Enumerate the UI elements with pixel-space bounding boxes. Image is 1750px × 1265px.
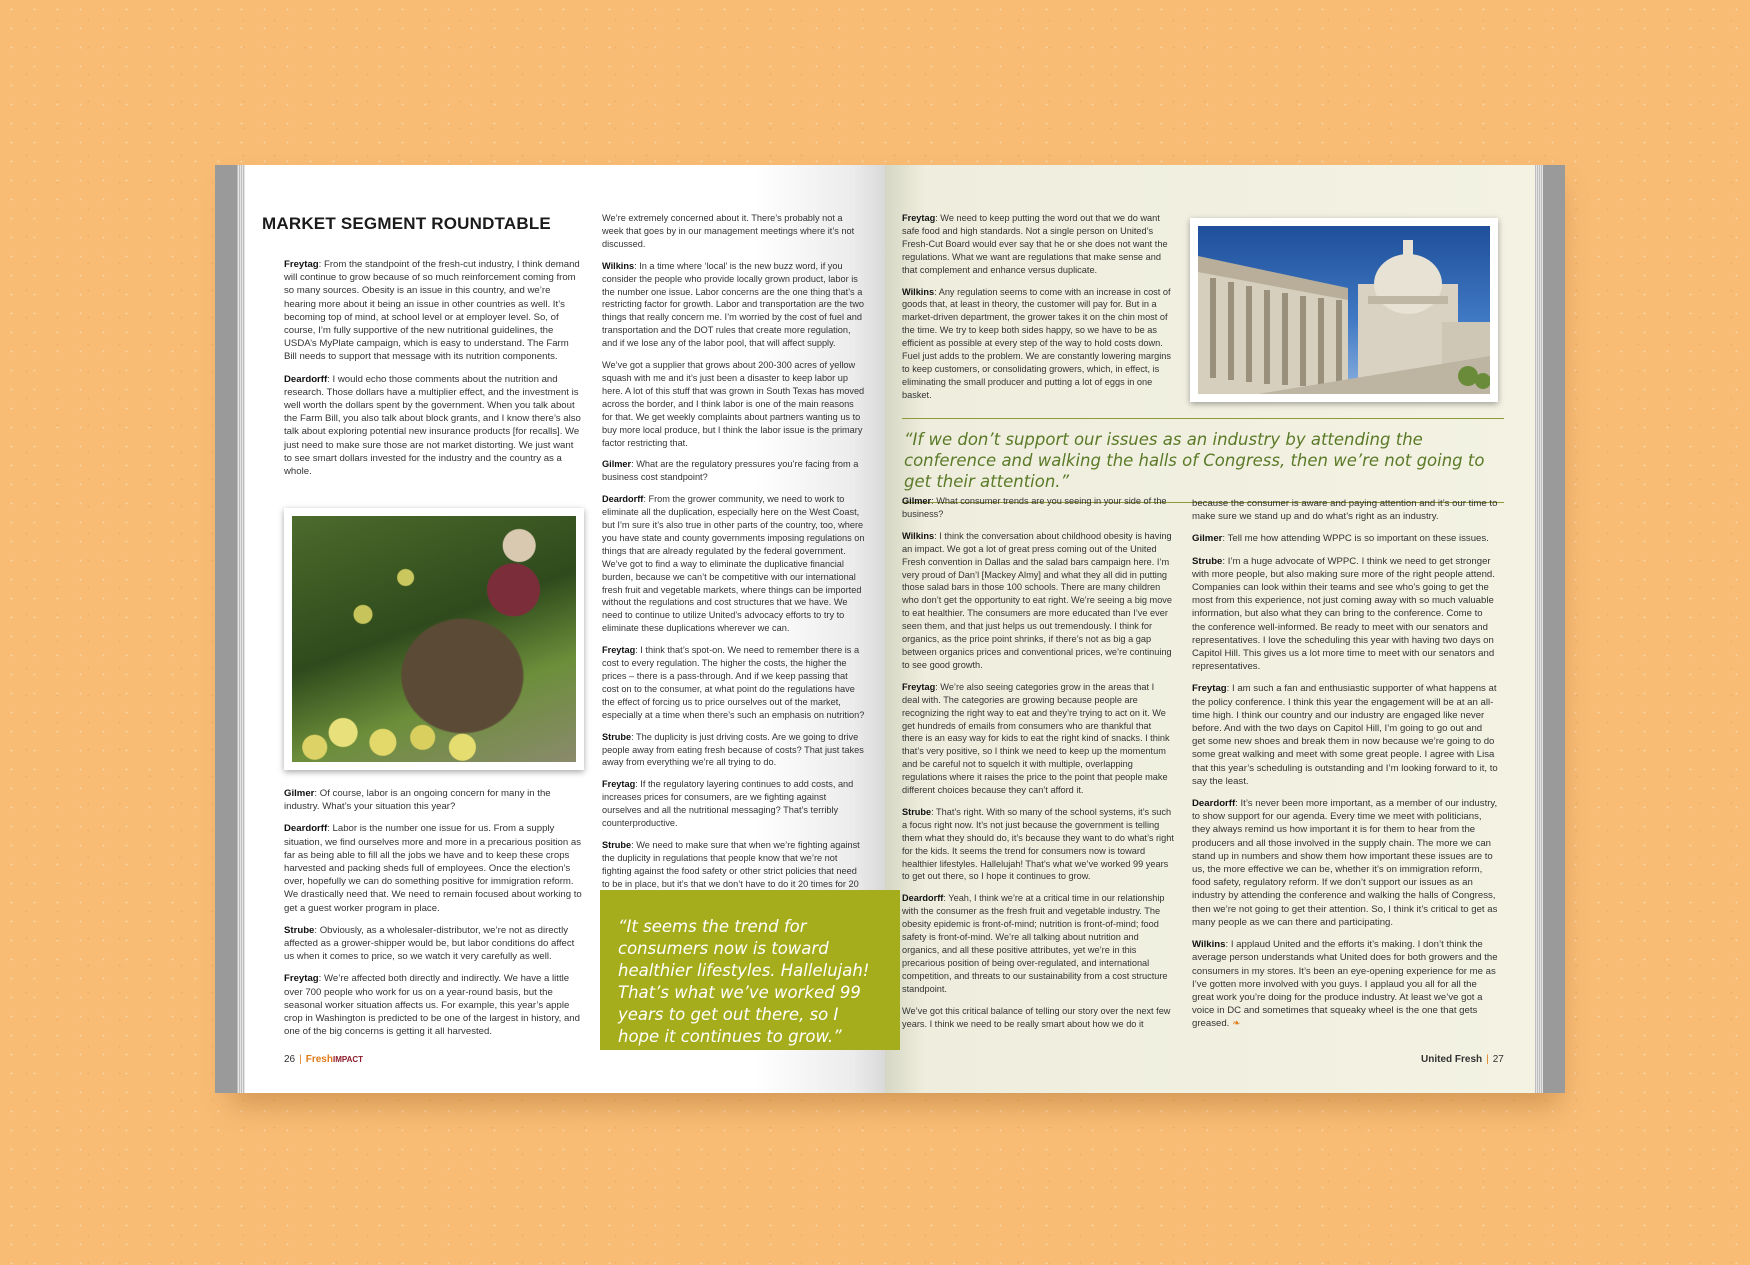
paragraph-text: : Tell me how attending WPPC is so important on these issues. [1222, 533, 1489, 545]
orchard-photo [284, 508, 584, 770]
speaker-name: Freytag [284, 973, 319, 985]
pull-quote-left [600, 890, 900, 1050]
paragraph-text: : I’m a huge advocate of WPPC. I think we need to get stronger with more people, but also making sure more of the right people attend. Companies can look within their teams and see who’s going to get the most from this experience, not just coming away with so much valuable information, but also what they can bring to the conference. Come to the conference well-informed. Be ready to meet with our senators and representatives. I love the scheduling this year with having two days on Capitol Hill. This gives us a lot more time to meet with our senators and representatives. [1192, 555, 1495, 673]
paragraph [1192, 797, 1498, 929]
paragraph [902, 681, 1174, 797]
paragraph [902, 286, 1174, 402]
paragraph [902, 212, 1174, 277]
speaker-name: Strube [602, 731, 632, 742]
paragraph-text: We’re extremely concerned about it. There’s probably not a week that goes by in our management meetings where it’s not discussed. [602, 213, 855, 249]
paragraph [284, 373, 584, 479]
paragraph [602, 644, 866, 721]
pull-quote-left-text: “It seems the trend for consumers now is toward healthier lifestyles. Hallelujah! That’s what we’ve worked 99 years to get out there, so I hope it continues to grow.” [618, 917, 870, 1046]
paragraph [284, 822, 584, 914]
folio-brand-label: United Fresh [1421, 1054, 1483, 1065]
right-column-2 [1192, 497, 1498, 1040]
paragraph [902, 892, 1174, 995]
left-column-1-top [284, 258, 584, 487]
paragraph [902, 495, 1174, 521]
speaker-name: Strube [284, 924, 315, 936]
paragraph-text: : What consumer trends are you seeing in your side of the business? [902, 496, 1167, 519]
right-column-1-bottom [902, 495, 1174, 1039]
speaker-name: Freytag [602, 779, 636, 790]
paragraph-text: : Any regulation seems to come with an increase in cost of goods that, at least in theory, the customer will pay for. But in a market-driven department, the grower takes it on the chin most of the time. We try to keep both sides happy, so we have to be as efficient as possible at every step of the way to hold costs down. Fuel just adds to the problem. We are constantly lowering margins to keep customers, or consolidating growers, which, in effect, is eliminating the small producer and putting a lot of eggs in one basket. [902, 286, 1171, 400]
paragraph [284, 972, 584, 1038]
paragraph-text: : Labor is the number one issue for us. From a supply situation, we find ourselves more and more in a precarious position as far as being able to fill all the jobs we have and to keep these crops harvested and packing sheds full of employees. Once the election’s over, hopefully we can do something positive for immigration reform. We drastically need that. We need to remain focused about working to get a guest worker program in place. [284, 823, 582, 914]
paragraph [902, 806, 1174, 883]
pull-quote-right [902, 418, 1504, 503]
left-column-1-bottom [284, 787, 584, 1047]
speaker-name: Deardorff [602, 494, 644, 505]
paragraph-text: : It’s never been more important, as a member of our industry, to show support for our agenda. Every time we meet with politicians, they always remind us how important it is for them to hear from the producers and all those involved in the supply chain. The more we can stand up in numbers and show them how important these issues are to us, the more effective we can be, whether it’s on immigration reform, food safety, regulatory reform. If we don’t support our issues as an industry by attending the conference and walking the halls of Congress, then we’re not going to get their attention. So, I think it’s critical to get as many people as we can there and participating. [1192, 798, 1498, 928]
speaker-name: Deardorff [284, 823, 328, 835]
speaker-name: Gilmer [1192, 533, 1223, 545]
paragraph-text: : What are the regulatory pressures you’re facing from a business cost standpoint? [602, 459, 859, 483]
paragraph-text: : Of course, labor is an ongoing concern for many in the industry. What’s your situation this year? [284, 788, 551, 813]
paragraph [284, 924, 584, 964]
left-column-2 [602, 212, 866, 913]
paragraph-text: : We need to make sure that when we’re fighting against the duplicity in regulations that people know that we’re not fighting against the food safety or other strict policies that need to be in place, but it’s that we don’t have to do it 20 times for 20 [602, 839, 860, 889]
paragraph [1192, 497, 1498, 523]
paragraph-text: : Yeah, I think we’re at a critical time in our relationship with the consumer as the fresh fruit and vegetable industry. The obesity epidemic is front-of-mind; nutrition is front-of-mind; food safety is front-of-mind. We’re all talking about nutrition and organics, and all these positive attributes, yet we’re in this precarious position of being over-regulated, and international competition, and threats to our sustainability from a cost structure standpoint. [902, 893, 1168, 994]
paragraph [902, 1005, 1174, 1031]
brand-impact: IMPACT [332, 1055, 364, 1064]
paragraph [602, 731, 866, 770]
page-number-right: 27 [1492, 1054, 1504, 1065]
speaker-name: Wilkins [1192, 939, 1226, 951]
paragraph-text: : I think the conversation about childhood obesity is having an impact. We got a lot of great press coming out of the United Fresh convention in Dallas and the salad bars campaign here. I’m very proud of Dan’l [Mackey Almy] and what they all did in putting those salad bars in those 100 schools. There are many children who don’t get the opportunity to eat right. We’re seeing a big move to eat healthier. The consumers are more educated than I’ve ever seen them, and that just helps us out tremendously. I think for organics, as the price point shrinks, if there’s not as big a gap between organics prices and conventional prices, we’re continuing to see good growth. [902, 530, 1173, 670]
folio-left: 26 | FreshIMPACT [284, 1054, 364, 1065]
paragraph-text: : I applaud United and the efforts it’s making. I don’t think the average person understands what United does for both growers and the consumers in my stores. It’s been an eye-opening experience for me as I’ve gotten more involved with you guys. I applaud you all for all the great work you’re doing for the produce industry. At least we’ve got a voice in DC and sometimes that squeaky wheel is the one that gets greased. [1192, 939, 1498, 1030]
paragraph-text: : From the grower community, we need to work to eliminate all the duplication, especially here on the West Coast, but I’m sure it’s also true in other parts of the country, too, where you have state and county governments imposing regulations on things that are already regulated by the federal government. We’ve got to find a way to eliminate the duplicative financial burden, because we can’t be competitive with our international fresh fruit and vegetable markets, where things can be imported without the regulations and cost structures that we have. We need to continue to utilize United’s advocacy efforts to try to eliminate these duplications wherever we can. [602, 494, 865, 634]
speaker-name: Strube [902, 806, 932, 817]
right-column-1-top [902, 212, 1174, 411]
paragraph [602, 359, 866, 449]
speaker-name: Freytag [1192, 683, 1227, 695]
paragraph [902, 530, 1174, 672]
paragraph-text: : If the regulatory layering continues to add costs, and increases prices for consumers, are we fighting against ourselves and all the nutritional messaging? That’s terribly counterproductive. [602, 779, 854, 829]
speaker-name: Strube [1192, 555, 1223, 567]
speaker-name: Wilkins [902, 286, 935, 297]
paragraph-text: We’ve got this critical balance of telling our story over the next few years. I think we need to be really smart about how we do it [902, 1005, 1171, 1029]
speaker-name: Gilmer [902, 496, 932, 506]
worker-harvesting-citrus-image [292, 516, 576, 762]
paragraph [602, 493, 866, 635]
speaker-name: Wilkins [902, 530, 935, 541]
page-number-left: 26 [284, 1054, 296, 1065]
paragraph-text: : We need to keep putting the word out that we do want safe food and high standards. Not a single person on United’s Fresh-Cut Board would ever say that he or she does not want the regulations. What we want are regulations that make sense and that complement and enhance versus duplicate. [902, 213, 1168, 275]
paragraph-text: We’ve got a supplier that grows about 200-300 acres of yellow squash with me and it’s just been a disaster to keep labor up here. A lot of this stuff that was grown in South Texas has moved across the border, and I think labor is one of the main reasons for that. We get weekly complaints about partners wanting us to buy more local produce, but I think the labor issue is the primary factor restricting that. [602, 360, 865, 448]
paragraph [602, 778, 866, 830]
speaker-name: Freytag [284, 259, 319, 270]
page-title: MARKET SEGMENT ROUNDTABLE [262, 214, 551, 233]
paragraph [602, 212, 866, 251]
speaker-name: Strube [602, 839, 632, 850]
brand-fresh: Fresh [305, 1054, 333, 1065]
paragraph-text: : I am such a fan and enthusiastic supporter of what happens at the policy conference. I think this year the engagement will be at an all-time high. I think our country and our industry are engaged like never before. And with the two days on Capitol Hill, I’m going to go out and get some new shoes and break them in now because we’re going to do some great walking and meet with some great people. I agree with Lisa that this year’s scheduling is outstanding and I’m looking forward to it, to say the least. [1192, 683, 1498, 787]
paragraph-text: because the consumer is aware and paying attention and it’s our time to make sure we stand up and do what’s right as an industry. [1192, 498, 1498, 523]
paragraph [1192, 682, 1498, 788]
speaker-name: Gilmer [284, 788, 315, 799]
paragraph-text: : In a time where ‘local’ is the new buzz word, if you consider the people who provide locally grown product, labor is the number one issue. Labor concerns are the one thing that’s a restricting factor for growth. Labor and transportation are the two things that really concern me. I’m worried by the cost of fuel and transportation and the DOT rules that create more regulation, and if we lose any of the labor pool, that will affect supply. [602, 260, 864, 349]
speaker-name: Freytag [902, 681, 936, 692]
speaker-name: Freytag [602, 645, 636, 656]
paragraph [1192, 938, 1498, 1030]
paragraph-text: : I think that’s spot-on. We need to remember there is a cost to every regulation. The higher the costs, the higher the prices – there is a pass-through. And if we keep passing that cost on to the consumer, at what point do the regulations have the effect of forcing us to price ourselves out of the market, especially at a time when there’s such an emphasis on nutrition? [602, 645, 865, 720]
speaker-name: Gilmer [602, 459, 632, 470]
paragraph [1192, 555, 1498, 674]
end-mark-icon: ❧ [1232, 1018, 1241, 1030]
paragraph-text: : We’re also seeing categories grow in the areas that I deal with. The categories are growing because people are recognizing the right way to eat and they’re trying to act on it. We get hundreds of emails from consumers who are thankful that there is an easy way for kids to eat the right kind of snacks. I think that’s very positive, so I think we need to keep up the momentum and be careful not to squelch it with multiple, overlapping regulations where it raises the price to the point that people make different choices because they can’t afford it. [902, 681, 1170, 796]
paragraph-text: : That’s right. With so many of the school systems, it’s such a focus right now. It’s not just because the government is telling them what they should do, it’s because they want to do what’s right for the kids. It seems the trend for consumers now is toward healthier lifestyles. Hallelujah! That’s what we’ve worked 99 years to get out there, so I hope it continues to grow. [902, 806, 1174, 882]
paragraph [284, 258, 584, 364]
speaker-name: Deardorff [902, 893, 944, 904]
paragraph-text: : I would echo those comments about the nutrition and research. Those dollars have a multiplier effect, and the investment is well worth the dollars spent by the government. When you talk about the Farm Bill, you also talk about block grants, and I know there’s also talk about exploring potential new insurance products [for recalls]. We just need to make sure those are not market distorting. We just want to see smart dollars invested for the industry and the country as a whole. [284, 373, 581, 478]
speaker-name: Deardorff [284, 373, 328, 385]
us-capitol-image [1198, 226, 1490, 394]
paragraph [602, 260, 866, 350]
pull-quote-right-text: “If we don’t support our issues as an industry by attending the conference and walking the halls of Congress, then we’re not going to get their attention.” [904, 430, 1485, 491]
paragraph-text: : The duplicity is just driving costs. Are we going to drive people away from eating fresh because of costs? That just takes away from everything we’re all trying to do. [602, 731, 864, 768]
paragraph [602, 458, 866, 484]
speaker-name: Wilkins [602, 260, 635, 271]
paragraph-text: : We’re affected both directly and indirectly. We have a little over 700 people who work for us on a year-round basis, but the seasonal worker situation affects us. For example, this year’s apple crop in Washington is predicted to be one of the largest in history, and one of the big concerns is getting it all harvested. [284, 973, 580, 1038]
speaker-name: Freytag [902, 213, 936, 223]
paragraph-text: : From the standpoint of the fresh-cut industry, I think demand will continue to grow because of so much reinforcement coming from so many sources. Obesity is an issue in this country, and we’re hearing more about it being an issue in other countries as well. It’s becoming top of mind, at school level or at employer level. So, of course, I’m fully supportive of the new nutritional guidelines, the USDA’s MyPlate campaign, which is easy to understand. The Farm Bill needs to support that message with its nutrition components. [284, 259, 580, 363]
paragraph-text: : Obviously, as a wholesaler-distributor, we’re not as directly affected as a grower-shipper would be, but labor conditions do affect us when it comes to price, so we watch it very carefully as well. [284, 924, 575, 963]
folio-right: United Fresh | 27 [1421, 1054, 1504, 1065]
paragraph [284, 787, 584, 813]
speaker-name: Deardorff [1192, 798, 1236, 810]
paragraph [1192, 532, 1498, 545]
capitol-photo [1190, 218, 1498, 402]
